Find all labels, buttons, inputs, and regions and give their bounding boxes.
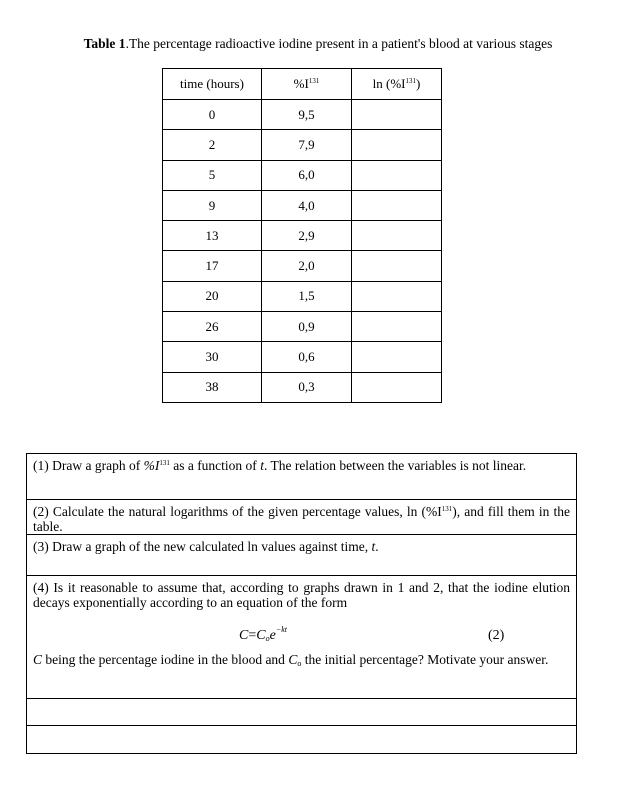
cell-ln <box>352 221 442 251</box>
table-row <box>163 221 442 251</box>
cell-time: 17 <box>163 251 262 281</box>
question-1: (1) Draw a graph of $\%I^{131}$ as a function of t. The relation between the variables is not linear. <box>27 454 577 500</box>
cell-pct: 0,9 <box>262 312 352 342</box>
cell-pct: 2,9 <box>262 221 352 251</box>
cell-time: 5 <box>163 160 262 190</box>
caption-text: .The percentage radioactive iodine present in a patient's blood at various stages <box>125 36 553 51</box>
cell-pct: 1,5 <box>262 281 352 311</box>
table-row <box>163 190 442 220</box>
cell-pct: 0,3 <box>262 372 352 402</box>
cell-ln <box>352 312 442 342</box>
cell-pct: 7,9 <box>262 130 352 160</box>
caption-label: Table 1 <box>83 36 126 51</box>
cell-ln <box>352 251 442 281</box>
cell-pct: 9,5 <box>262 100 352 130</box>
cell-ln <box>352 342 442 372</box>
cell-ln <box>352 100 442 130</box>
table-row <box>163 251 442 281</box>
table-caption <box>0 36 636 52</box>
question-3: (3) Draw a graph of the new calculated ln values against time, t. <box>27 535 577 576</box>
cell-pct: 0,6 <box>262 342 352 372</box>
header-time: time (hours) <box>163 69 262 100</box>
decay-equation <box>33 618 570 652</box>
table-row <box>163 281 442 311</box>
cell-ln <box>352 372 442 402</box>
cell-pct: 4,0 <box>262 190 352 220</box>
question-4 <box>27 576 577 699</box>
cell-time: 13 <box>163 221 262 251</box>
cell-pct: 2,0 <box>262 251 352 281</box>
answer-row <box>27 726 577 754</box>
question-4-followup: C being the percentage iodine in the blood and $C_o$ the initial percentage? Motivate your answer. <box>33 652 549 668</box>
table-row <box>163 160 442 190</box>
header-ln: $\ln (\%I^{131})$ <box>352 69 442 100</box>
cell-time: 9 <box>163 190 262 220</box>
question-4-intro: (4) Is it reasonable to assume that, according to graphs drawn in 1 and 2, that the iodine elution decays exponentially according to an equation of the form <box>33 580 570 610</box>
questions-table <box>26 453 577 754</box>
cell-ln <box>352 190 442 220</box>
table-row <box>163 130 442 160</box>
cell-ln <box>352 160 442 190</box>
equation-number: (2) <box>488 628 505 643</box>
iodine-table <box>162 68 442 403</box>
cell-time: 26 <box>163 312 262 342</box>
cell-time: 20 <box>163 281 262 311</box>
table-row <box>163 312 442 342</box>
cell-time: 2 <box>163 130 262 160</box>
header-iodine: $\%I^{131}$ <box>262 69 352 100</box>
cell-ln <box>352 130 442 160</box>
table-row <box>163 100 442 130</box>
cell-time: 30 <box>163 342 262 372</box>
equation-formula: $C=C_oe^{-kt}$ <box>239 625 287 643</box>
table-row <box>163 342 442 372</box>
cell-ln <box>352 281 442 311</box>
cell-time: 0 <box>163 100 262 130</box>
table-row <box>163 372 442 402</box>
cell-pct: 6,0 <box>262 160 352 190</box>
answer-row <box>27 699 577 726</box>
table-header-row <box>163 69 442 100</box>
cell-time: 38 <box>163 372 262 402</box>
question-2: (2) Calculate the natural logarithms of the given percentage values, $\ln (\%I^{131})$, and fill them in the table. <box>27 500 577 535</box>
